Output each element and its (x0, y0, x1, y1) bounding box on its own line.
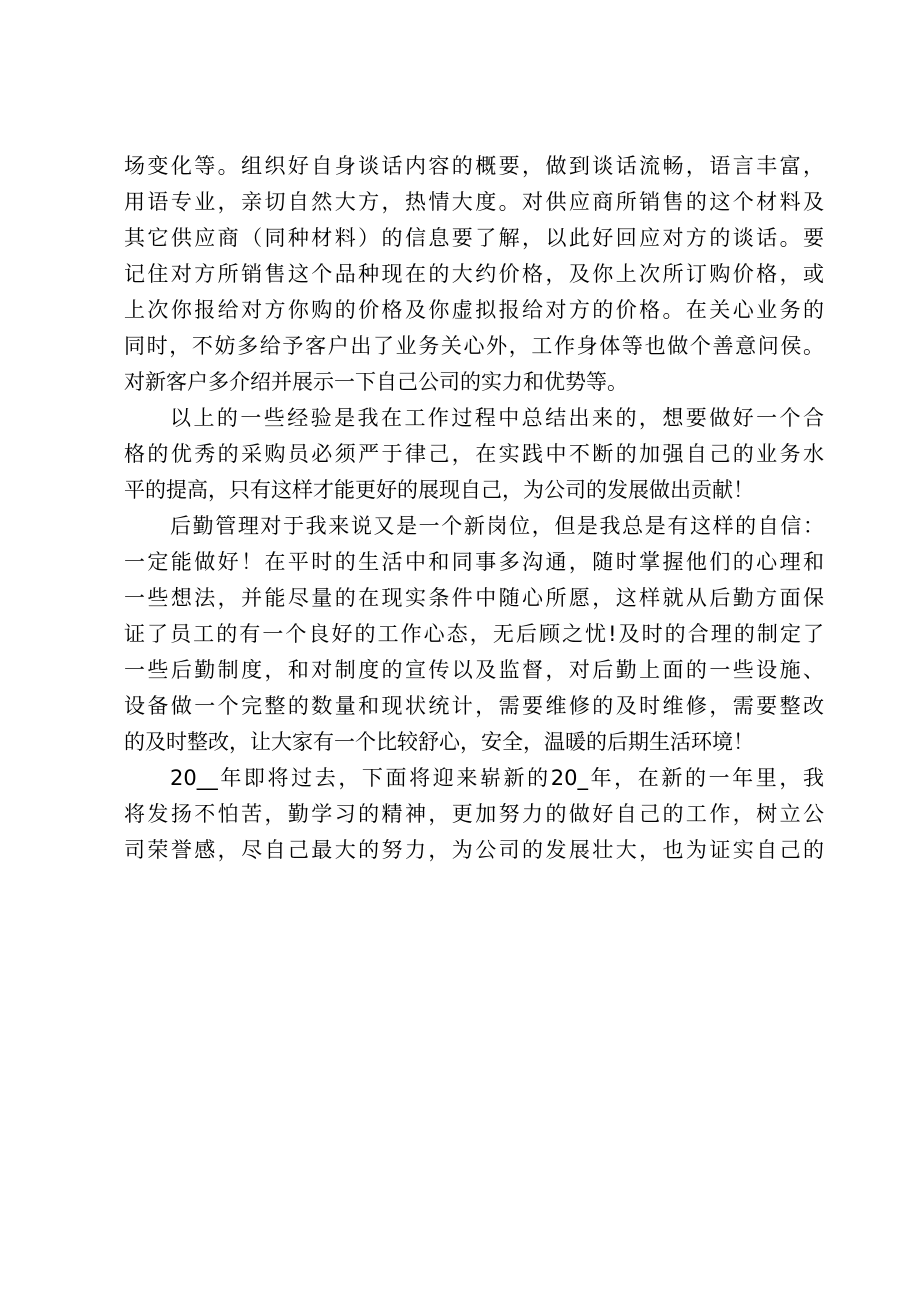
text-line: 一定能做好！在平时的生活中和同事多沟通，随时掌握他们的心理和 (124, 550, 824, 574)
text-line: 证了员工的有一个良好的工作心态，无后顾之忧!及时的合理的制定了 (124, 622, 824, 646)
paragraph-3 (124, 508, 824, 760)
text-line: 一些后勤制度，和对制度的宣传以及监督，对后勤上面的一些设施、 (124, 658, 824, 682)
text-line: 司荣誉感，尽自己最大的努力，为公司的发展壮大，也为证实自己的 (124, 838, 824, 862)
text-line: 上次你报给对方你购的价格及你虚拟报给对方的价格。在关心业务的 (124, 298, 824, 322)
paragraph-4 (124, 760, 824, 868)
text-line: 用语专业，亲切自然大方，热情大度。对供应商所销售的这个材料及 (124, 190, 824, 214)
text-line: 记住对方所销售这个品种现在的大约价格，及你上次所订购价格，或 (124, 262, 824, 286)
text-line: 格的优秀的采购员必须严于律己，在实践中不断的加强自己的业务水 (124, 442, 824, 466)
text-line: 一些想法，并能尽量的在现实条件中随心所愿，这样就从后勤方面保 (124, 586, 824, 610)
text-line: 20__年即将过去，下面将迎来崭新的20_年，在新的一年里，我 (170, 766, 824, 790)
text-line: 以上的一些经验是我在工作过程中总结出来的，想要做好一个合 (170, 406, 824, 430)
paragraph-2 (124, 400, 824, 508)
text-line: 其它供应商（同种材料）的信息要了解，以此好回应对方的谈话。要 (124, 226, 824, 250)
text-line: 的及时整改，让大家有一个比较舒心，安全，温暖的后期生活环境！ (124, 730, 754, 754)
text-line: 对新客户多介绍并展示一下自己公司的实力和优势等。 (124, 370, 628, 394)
paragraph-1 (124, 148, 824, 400)
text-line: 场变化等。组织好自身谈话内容的概要，做到谈话流畅，语言丰富， (124, 154, 824, 178)
document-body (124, 148, 824, 868)
text-line: 设备做一个完整的数量和现状统计，需要维修的及时维修，需要整改 (124, 694, 824, 718)
text-line: 将发扬不怕苦，勤学习的精神，更加努力的做好自己的工作，树立公 (124, 802, 824, 826)
text-line: 后勤管理对于我来说又是一个新岗位，但是我总是有这样的自信： (170, 514, 824, 538)
text-line: 同时，不妨多给予客户出了业务关心外，工作身体等也做个善意问侯。 (124, 334, 824, 358)
text-line: 平的提高，只有这样才能更好的展现自己，为公司的发展做出贡献！ (124, 478, 754, 502)
